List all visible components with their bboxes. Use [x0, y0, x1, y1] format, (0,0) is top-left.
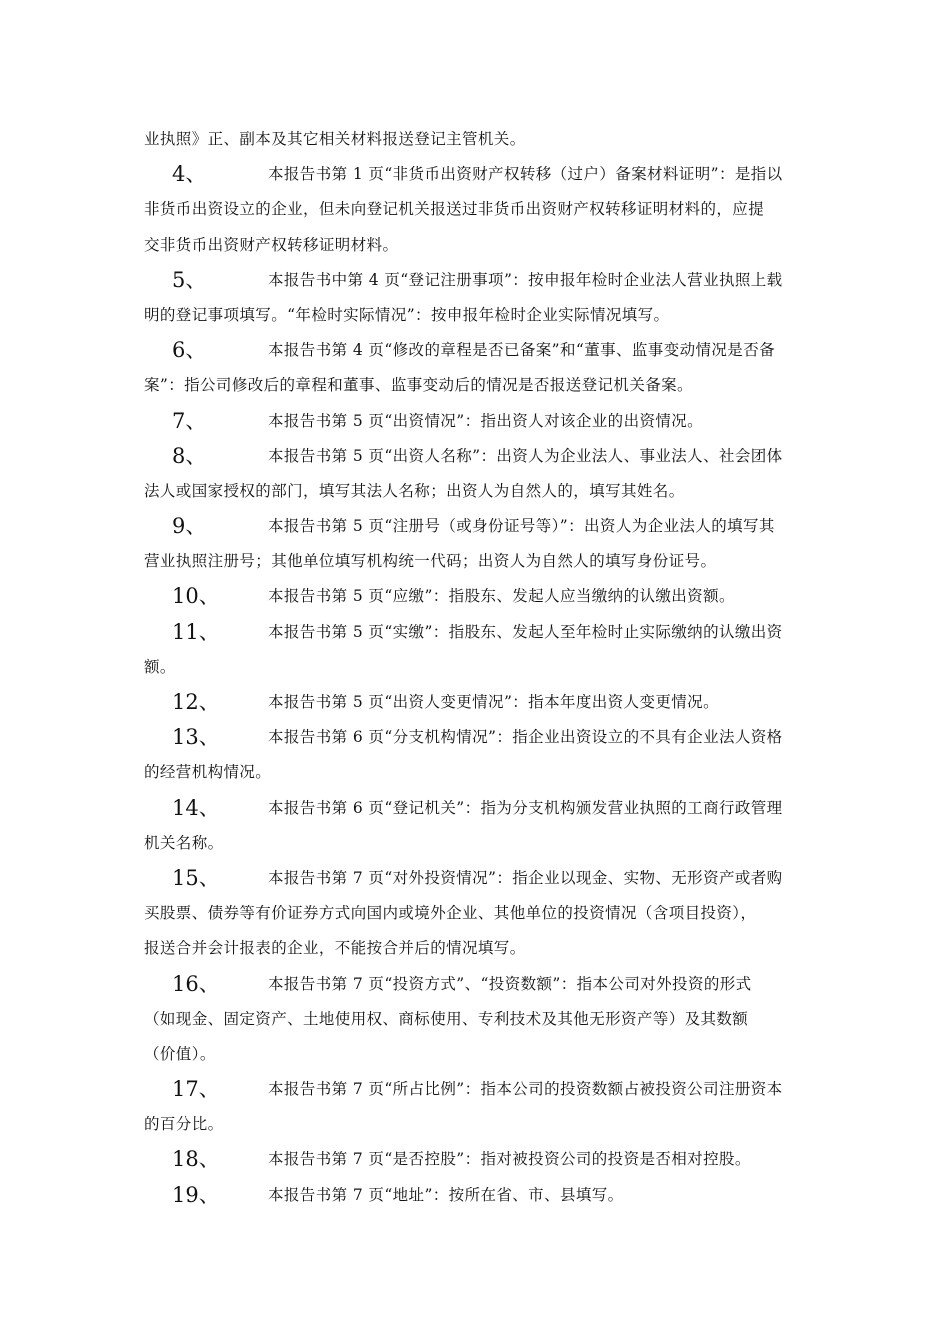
- list-item: [144, 439, 810, 509]
- item-text-line: 本报告书第 5 页“注册号（或身份证号等）”：出资人为企业法人的填写其: [268, 517, 775, 536]
- list-item-first-line: [144, 404, 810, 439]
- item-text-line: 本报告书第 4 页“修改的章程是否已备案”和“董事、监事变动情况是否备: [268, 341, 775, 360]
- list-item: [144, 263, 810, 333]
- item-number: 5、: [172, 267, 207, 292]
- item-text-line: 本报告书第 6 页“登记机关”：指为分支机构颁发营业执照的工商行政管理: [268, 798, 783, 817]
- list-item-first-line: [144, 1178, 810, 1213]
- item-text-line: 非货币出资设立的企业，但未向登记机关报送过非货币出资财产权转移证明材料的，应提: [144, 200, 765, 219]
- list-item-first-line: [144, 439, 810, 474]
- list-item: [144, 720, 810, 790]
- item-text-line: 交非货币出资财产权转移证明材料。: [144, 235, 399, 254]
- list-item: [144, 685, 810, 720]
- lead-line: 业执照》正、副本及其它相关材料报送登记主管机关。: [144, 130, 526, 148]
- item-number: 16、: [172, 971, 220, 996]
- item-text-line: 本报告书第 5 页“出资人变更情况”：指本年度出资人变更情况。: [268, 693, 719, 711]
- item-text-line: 本报告书第 7 页“是否控股”：指对被投资公司的投资是否相对控股。: [268, 1150, 751, 1169]
- item-text-line: 本报告书中第 4 页“登记注册事项”：按申报年检时企业法人营业执照上载: [268, 270, 783, 289]
- item-text-line: （如现金、固定资产、土地使用权、商标使用、专利技术及其他无形资产等）及其数额: [144, 1009, 749, 1028]
- item-text-line: 买股票、债券等有价证券方式向国内或境外企业、其他单位的投资情况（含项目投资），: [144, 904, 757, 923]
- item-number: 18、: [172, 1147, 220, 1172]
- item-number: 8、: [172, 443, 207, 468]
- item-text-line: 机关名称。: [144, 833, 224, 852]
- item-text-line: 本报告书第 1 页“非货币出资财产权转移（过户）备案材料证明”：是指以: [268, 165, 783, 184]
- list-item-first-line: [144, 791, 810, 826]
- list-item-first-line: [144, 967, 810, 1002]
- list-item: [144, 404, 810, 439]
- item-text-line: 的百分比。: [144, 1115, 224, 1134]
- item-number: 12、: [172, 690, 220, 714]
- list-item: [144, 1072, 810, 1142]
- list-item-first-line: [144, 1142, 810, 1177]
- item-text-line: 本报告书第 5 页“实缴”：指股东、发起人至年检时止实际缴纳的认缴出资: [268, 622, 783, 641]
- item-text-line: 本报告书第 5 页“出资情况”：指出资人对该企业的出资情况。: [268, 411, 704, 430]
- list-item-first-line: [144, 720, 810, 755]
- list-item: [144, 579, 810, 614]
- item-number: 13、: [172, 725, 220, 750]
- list-item-first-line: [144, 861, 810, 896]
- list-item-first-line: [144, 615, 810, 650]
- list-item-first-line: [144, 509, 810, 544]
- list-item-first-line: [144, 685, 810, 720]
- item-text-line: （价值）。: [144, 1044, 216, 1063]
- item-number: 15、: [172, 865, 220, 890]
- item-text-line: 本报告书第 6 页“分支机构情况”：指企业出资设立的不具有企业法人资格: [268, 728, 783, 747]
- item-number: 4、: [172, 162, 207, 187]
- list-item: [144, 509, 810, 579]
- item-number: 10、: [172, 584, 220, 609]
- document-body: [144, 122, 810, 1213]
- item-text-line: 营业执照注册号；其他单位填写机构统一代码；出资人为自然人的填写身份证号。: [144, 552, 717, 571]
- item-text-line: 本报告书第 5 页“出资人名称”：出资人为企业法人、事业法人、社会团体: [268, 446, 783, 465]
- item-text-line: 本报告书第 5 页“应缴”：指股东、发起人应当缴纳的认缴出资额。: [268, 587, 735, 606]
- item-text-line: 本报告书第 7 页“所占比例”：指本公司的投资数额占被投资公司注册资本: [268, 1080, 783, 1099]
- item-text-line: 本报告书第 7 页“投资方式”、“投资数额”：指本公司对外投资的形式: [268, 974, 752, 993]
- item-number: 19、: [172, 1182, 220, 1207]
- item-text-line: 案”：指公司修改后的章程和董事、监事变动后的情况是否报送登记机关备案。: [144, 376, 693, 395]
- list-item: [144, 967, 810, 1073]
- item-text-line: 明的登记事项填写。“年检时实际情况”：按申报年检时企业实际情况填写。: [144, 305, 670, 324]
- item-text-line: 本报告书第 7 页“对外投资情况”：指企业以现金、实物、无形资产或者购: [268, 868, 783, 887]
- list-item: [144, 157, 810, 263]
- item-number: 11、: [172, 619, 220, 644]
- item-number: 17、: [172, 1077, 220, 1102]
- list-item: [144, 791, 810, 861]
- list-item: [144, 333, 810, 403]
- list-item: [144, 861, 810, 967]
- item-text-line: 报送合并会计报表的企业，不能按合并后的情况填写。: [144, 939, 526, 958]
- item-text-line: 的经营机构情况。: [144, 763, 272, 782]
- list-item-first-line: [144, 333, 810, 368]
- item-number: 9、: [172, 514, 207, 539]
- item-text-line: 额。: [144, 657, 176, 676]
- item-text-line: 法人或国家授权的部门，填写其法人名称；出资人为自然人的，填写其姓名。: [144, 481, 685, 500]
- numbered-list: [144, 157, 810, 1213]
- item-number: 14、: [172, 795, 220, 820]
- list-item-first-line: [144, 157, 810, 192]
- item-text-line: 本报告书第 7 页“地址”：按所在省、市、县填写。: [268, 1185, 624, 1204]
- list-item: [144, 1178, 810, 1213]
- item-number: 7、: [172, 408, 207, 433]
- list-item-first-line: [144, 263, 810, 298]
- list-item: [144, 615, 810, 685]
- list-item: [144, 1142, 810, 1177]
- list-item-first-line: [144, 579, 810, 614]
- list-item-first-line: [144, 1072, 810, 1107]
- item-number: 6、: [172, 338, 207, 363]
